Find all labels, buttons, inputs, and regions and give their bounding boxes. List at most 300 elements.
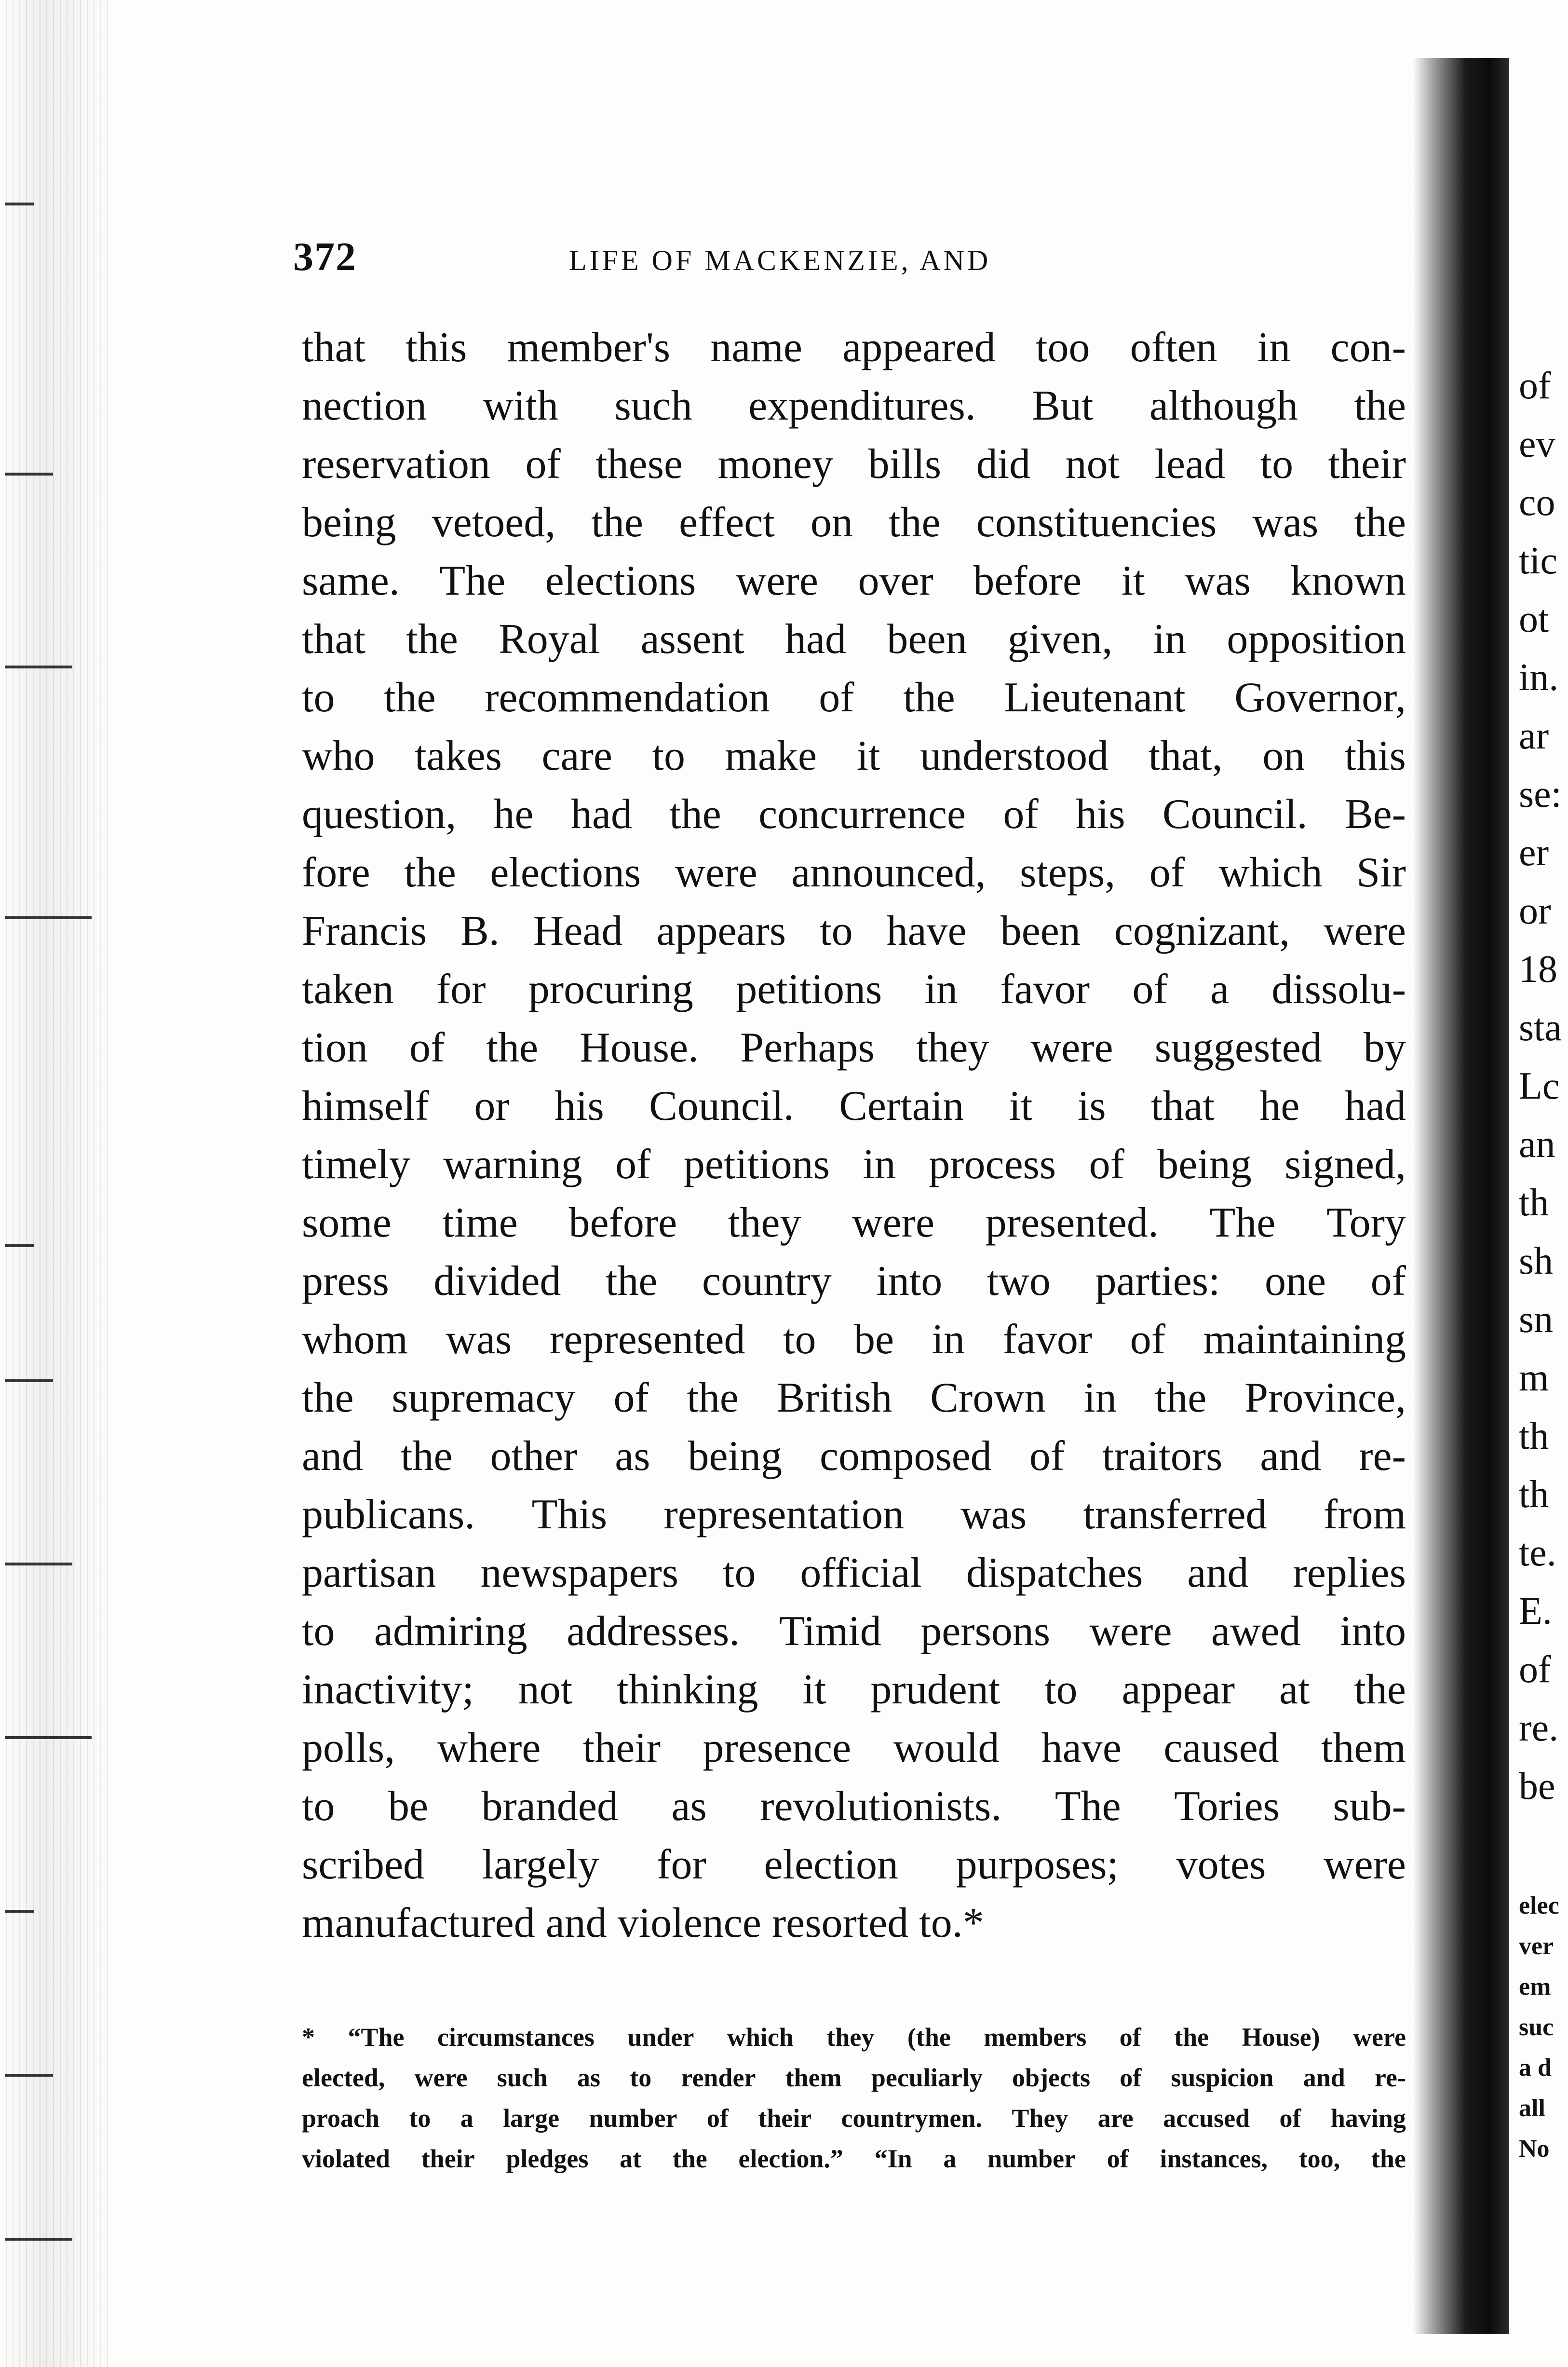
- word: British: [776, 1374, 892, 1421]
- word: were: [1353, 2023, 1406, 2052]
- word: same.: [302, 558, 400, 604]
- word: taken: [302, 966, 394, 1013]
- facing-page-line: be: [1519, 1765, 1555, 1808]
- word: violated: [302, 2144, 390, 2173]
- word: country: [702, 1258, 832, 1305]
- word: Francis: [302, 908, 427, 954]
- word: of: [613, 1374, 649, 1421]
- word: accused: [1163, 2104, 1250, 2133]
- body-line: [302, 1485, 1406, 1544]
- footnote-line: [302, 2138, 1406, 2179]
- facing-page-line: of: [1519, 1648, 1551, 1691]
- body-line: [302, 1369, 1406, 1427]
- word: partisan: [302, 1550, 436, 1596]
- body-line: [302, 1836, 1406, 1894]
- word: have: [886, 908, 967, 954]
- gutter-mark: [5, 2238, 72, 2241]
- word: suggested: [1154, 1024, 1322, 1071]
- footnote: [302, 2017, 1406, 2179]
- word: parties:: [1095, 1258, 1220, 1305]
- facing-page-footnote-line: No: [1519, 2135, 1550, 2163]
- word: addresses.: [567, 1608, 740, 1655]
- word: constituencies: [976, 499, 1217, 546]
- body-line: [302, 377, 1406, 435]
- word: the: [687, 1374, 739, 1421]
- word: such: [497, 2063, 548, 2092]
- gutter-mark: [5, 2074, 53, 2077]
- word: caused: [1163, 1725, 1279, 1771]
- word: of: [1119, 2023, 1141, 2052]
- word: for: [657, 1841, 706, 1888]
- word: their: [421, 2144, 475, 2173]
- word: time: [442, 1199, 518, 1246]
- word: But: [1032, 382, 1094, 429]
- facing-page-line: co: [1519, 481, 1555, 524]
- word: of: [615, 1141, 651, 1188]
- body-line: [302, 843, 1406, 902]
- word: newspapers: [480, 1550, 679, 1596]
- word: was: [1185, 558, 1251, 604]
- word: the: [903, 674, 955, 721]
- facing-page-line: ot: [1519, 598, 1549, 640]
- word: the: [1154, 1374, 1207, 1421]
- word: polls,: [302, 1725, 395, 1771]
- word: money: [717, 441, 834, 488]
- word: number: [589, 2104, 677, 2133]
- word: or: [474, 1083, 510, 1129]
- word: of: [1279, 2104, 1301, 2133]
- word: as: [577, 2063, 601, 2092]
- facing-page-line: an: [1519, 1123, 1555, 1166]
- gutter-mark: [5, 1244, 34, 1247]
- word: appear: [1122, 1666, 1235, 1713]
- word: of: [1130, 1316, 1166, 1363]
- body-line: [302, 727, 1406, 785]
- word: elections: [545, 558, 696, 604]
- word: the: [1174, 2023, 1209, 2052]
- word: of: [1120, 2063, 1142, 2092]
- body-line: [302, 1544, 1406, 1602]
- word: into: [1340, 1608, 1406, 1655]
- word: of: [1107, 2144, 1129, 2173]
- body-line: manufactured and violence resorted to.*: [302, 1900, 984, 1946]
- word: persons: [920, 1608, 1051, 1655]
- word: were: [414, 2063, 468, 2092]
- facing-page-line: in.: [1519, 656, 1559, 699]
- word: B.: [460, 908, 500, 954]
- word: as: [615, 1433, 650, 1480]
- word: votes: [1176, 1841, 1266, 1888]
- word: election: [764, 1841, 898, 1888]
- word: appeared: [842, 324, 996, 371]
- word: had: [785, 616, 847, 663]
- word: over: [858, 558, 933, 604]
- word: number: [987, 2144, 1076, 2173]
- word: the: [672, 2144, 707, 2173]
- word: bills: [868, 441, 942, 488]
- word: press: [302, 1258, 389, 1305]
- word: Tories: [1174, 1783, 1280, 1830]
- facing-page-footnote-line: all: [1519, 2095, 1545, 2122]
- word: recommendation: [485, 674, 770, 721]
- facing-page-line: th: [1519, 1473, 1549, 1516]
- facing-page-line: m: [1519, 1357, 1549, 1399]
- word: to: [820, 908, 853, 954]
- body-line: [302, 610, 1406, 668]
- body-line: [302, 668, 1406, 727]
- word: to: [302, 1608, 335, 1655]
- word: of: [819, 674, 854, 721]
- word: nection: [302, 382, 427, 429]
- word: petitions: [736, 966, 882, 1013]
- word: awed: [1211, 1608, 1301, 1655]
- word: suspicion: [1171, 2063, 1274, 2092]
- body-line: [302, 1252, 1406, 1310]
- word: composed: [819, 1433, 992, 1480]
- word: steps,: [1020, 849, 1116, 896]
- word: appears: [656, 908, 786, 954]
- word: were: [735, 558, 818, 604]
- word: House.: [580, 1024, 699, 1071]
- word: divided: [433, 1258, 561, 1305]
- word: countrymen.: [841, 2104, 983, 2133]
- word: to: [302, 674, 335, 721]
- word: one: [1265, 1258, 1326, 1305]
- footnote-line: [302, 2098, 1406, 2138]
- word: the: [591, 499, 643, 546]
- body-text: [302, 318, 1406, 1952]
- word: to: [1260, 441, 1294, 488]
- facing-page-footnote-line: elec: [1519, 1892, 1559, 1919]
- word: (the: [907, 2023, 951, 2052]
- body-line: [302, 1135, 1406, 1194]
- gutter-mark: [5, 1379, 53, 1382]
- word: and: [302, 1433, 364, 1480]
- word: who: [302, 733, 375, 779]
- word: election.”: [738, 2144, 843, 2173]
- word: of: [409, 1024, 445, 1071]
- word: of: [525, 441, 561, 488]
- word: Sir: [1356, 849, 1406, 896]
- word: care: [541, 733, 612, 779]
- word: to: [302, 1783, 335, 1830]
- word: to: [630, 2063, 652, 2092]
- word: as: [671, 1783, 707, 1830]
- word: and: [1187, 1550, 1249, 1596]
- facing-page-line: sta: [1519, 1007, 1562, 1049]
- word: their: [582, 1725, 661, 1771]
- word: The: [439, 558, 506, 604]
- word: Council.: [649, 1083, 794, 1129]
- word: often: [1130, 324, 1217, 371]
- word: objects: [1012, 2063, 1090, 2092]
- word: members: [984, 2023, 1087, 2052]
- body-line: [302, 1194, 1406, 1252]
- word: their: [1328, 441, 1406, 488]
- word: scribed: [302, 1841, 425, 1888]
- word: in: [1153, 616, 1187, 663]
- facing-page-fragment: [1519, 357, 1568, 1816]
- word: from: [1323, 1491, 1406, 1538]
- facing-page-footnote-line: a d: [1519, 2054, 1552, 2081]
- word: Timid: [779, 1608, 881, 1655]
- word: was: [960, 1491, 1027, 1538]
- word: at: [620, 2144, 642, 2173]
- word: traitors: [1102, 1433, 1223, 1480]
- word: whom: [302, 1316, 408, 1363]
- word: “In: [874, 2144, 912, 2173]
- word: circumstances: [437, 2023, 595, 2052]
- word: large: [503, 2104, 560, 2133]
- word: were: [675, 849, 757, 896]
- word: his: [1075, 791, 1125, 838]
- word: into: [876, 1258, 943, 1305]
- word: presented.: [985, 1199, 1159, 1246]
- word: the: [605, 1258, 658, 1305]
- body-line: [302, 435, 1406, 493]
- word: it: [802, 1666, 826, 1713]
- word: of: [706, 2104, 729, 2133]
- body-line: [302, 1660, 1406, 1719]
- word: announced,: [791, 849, 986, 896]
- word: tion: [302, 1024, 368, 1071]
- word: fore: [302, 849, 370, 896]
- word: official: [800, 1550, 922, 1596]
- facing-page-line: te.: [1519, 1532, 1556, 1574]
- word: the: [384, 674, 436, 721]
- word: was: [1252, 499, 1319, 546]
- facing-page-line: re.: [1519, 1707, 1559, 1749]
- word: that: [302, 324, 365, 371]
- word: the: [1354, 1666, 1406, 1713]
- body-line: [302, 552, 1406, 610]
- word: he: [1259, 1083, 1300, 1129]
- word: was: [446, 1316, 512, 1363]
- word: it: [1121, 558, 1145, 604]
- body-line: [302, 1777, 1406, 1836]
- word: that: [1151, 1083, 1215, 1129]
- facing-page-footnote-line: ver: [1519, 1932, 1554, 1960]
- word: petitions: [683, 1141, 830, 1188]
- word: Province,: [1244, 1374, 1406, 1421]
- word: takes: [415, 733, 502, 779]
- word: purposes;: [956, 1841, 1119, 1888]
- facing-page-line: Lc: [1519, 1065, 1560, 1107]
- word: these: [595, 441, 683, 488]
- gutter-mark: [5, 203, 34, 205]
- word: sub-: [1333, 1783, 1406, 1830]
- word: some: [302, 1199, 392, 1246]
- word: the: [302, 1374, 354, 1421]
- word: Lieutenant: [1004, 674, 1186, 721]
- word: to: [723, 1550, 756, 1596]
- word: the: [1354, 382, 1406, 429]
- running-head: LIFE OF MACKENZIE, AND: [569, 245, 991, 276]
- word: them: [1321, 1725, 1406, 1771]
- word: they: [826, 2023, 875, 2052]
- word: proach: [302, 2104, 380, 2133]
- word: The: [1209, 1199, 1276, 1246]
- word: been: [1000, 908, 1081, 954]
- word: Head: [533, 908, 623, 954]
- word: the: [889, 499, 941, 546]
- gutter-mark: [5, 666, 72, 668]
- word: signed,: [1284, 1141, 1406, 1188]
- word: them: [785, 2063, 842, 2092]
- word: on: [810, 499, 853, 546]
- word: under: [627, 2023, 694, 2052]
- facing-page-line: E.: [1519, 1590, 1552, 1632]
- word: pledges: [506, 2144, 589, 2173]
- word: Tory: [1326, 1199, 1406, 1246]
- page-number: 372: [293, 234, 357, 279]
- footnote-line: [302, 2017, 1406, 2057]
- word: his: [554, 1083, 604, 1129]
- word: and: [1303, 2063, 1345, 2092]
- word: branded: [481, 1783, 618, 1830]
- word: process: [929, 1141, 1056, 1188]
- word: the: [1354, 499, 1406, 546]
- body-line: [302, 785, 1406, 843]
- word: cognizant,: [1114, 908, 1290, 954]
- word: favor: [1002, 1316, 1093, 1363]
- gutter-mark: [5, 1563, 72, 1565]
- facing-page-line: or: [1519, 890, 1551, 932]
- word: been: [887, 616, 967, 663]
- word: Council.: [1162, 791, 1308, 838]
- body-line: [302, 1310, 1406, 1369]
- word: were: [1030, 1024, 1113, 1071]
- word: re-: [1375, 2063, 1406, 2092]
- body-line: [302, 318, 1406, 377]
- word: although: [1149, 382, 1298, 429]
- word: of: [1029, 1433, 1065, 1480]
- word: concurrence: [758, 791, 966, 838]
- facing-page-footnote-fragment: [1519, 1886, 1568, 2169]
- word: This: [531, 1491, 608, 1538]
- word: too,: [1298, 2144, 1340, 2173]
- word: The: [1054, 1783, 1121, 1830]
- word: maintaining: [1203, 1316, 1406, 1363]
- word: the: [669, 791, 721, 838]
- body-line: [302, 1427, 1406, 1485]
- word: representation: [663, 1491, 904, 1538]
- word: before: [568, 1199, 677, 1246]
- facing-page-line: tic: [1519, 540, 1557, 582]
- facing-page-line: sn: [1519, 1298, 1554, 1341]
- word: they: [728, 1199, 801, 1246]
- word: of: [1149, 849, 1185, 896]
- word: replies: [1293, 1550, 1406, 1596]
- word: this: [406, 324, 467, 371]
- word: a: [460, 2104, 473, 2133]
- word: their: [758, 2104, 812, 2133]
- word: he: [493, 791, 534, 838]
- word: revolutionists.: [760, 1783, 1002, 1830]
- word: that: [302, 616, 365, 663]
- word: *: [302, 2023, 315, 2052]
- word: which: [727, 2023, 794, 2052]
- word: two: [987, 1258, 1051, 1305]
- body-line: [302, 1602, 1406, 1660]
- word: in: [863, 1141, 896, 1188]
- word: question,: [302, 791, 457, 838]
- word: being: [688, 1433, 783, 1480]
- word: it: [1009, 1083, 1033, 1129]
- word: by: [1363, 1024, 1406, 1071]
- word: did: [976, 441, 1031, 488]
- word: assent: [640, 616, 744, 663]
- word: presence: [703, 1725, 852, 1771]
- facing-page-line: of: [1519, 365, 1551, 407]
- word: expenditures.: [748, 382, 976, 429]
- word: warning: [443, 1141, 582, 1188]
- word: admiring: [374, 1608, 527, 1655]
- word: to: [783, 1316, 816, 1363]
- word: in: [1257, 324, 1291, 371]
- word: favor: [1000, 966, 1090, 1013]
- word: be: [388, 1783, 429, 1830]
- word: were: [1323, 908, 1406, 954]
- word: of: [1132, 966, 1168, 1013]
- facing-page-line: er: [1519, 831, 1549, 874]
- word: such: [614, 382, 692, 429]
- word: the: [404, 849, 456, 896]
- word: a: [943, 2144, 957, 2173]
- word: and: [1260, 1433, 1322, 1480]
- word: on: [1262, 733, 1305, 779]
- word: had: [1344, 1083, 1406, 1129]
- word: is: [1077, 1083, 1106, 1129]
- body-line: [302, 902, 1406, 960]
- facing-page-line: th: [1519, 1415, 1549, 1457]
- body-line: [302, 493, 1406, 552]
- word: Royal: [499, 616, 600, 663]
- word: publicans.: [302, 1491, 475, 1538]
- word: the: [401, 1433, 453, 1480]
- facing-page-line: se:: [1519, 773, 1562, 816]
- word: inactivity;: [302, 1666, 474, 1713]
- gutter-mark: [5, 473, 53, 476]
- word: Perhaps: [740, 1024, 875, 1071]
- word: They: [1012, 2104, 1068, 2133]
- word: to: [409, 2104, 431, 2133]
- word: represented: [549, 1316, 745, 1363]
- word: of: [1089, 1141, 1124, 1188]
- word: being: [1157, 1141, 1252, 1188]
- word: being: [302, 499, 396, 546]
- word: be: [853, 1316, 894, 1363]
- word: dispatches: [966, 1550, 1143, 1596]
- word: “The: [348, 2023, 405, 2052]
- word: lead: [1154, 441, 1226, 488]
- word: with: [483, 382, 558, 429]
- word: thinking: [617, 1666, 758, 1713]
- word: Be-: [1344, 791, 1406, 838]
- word: largely: [482, 1841, 599, 1888]
- word: before: [973, 558, 1082, 604]
- word: known: [1290, 558, 1406, 604]
- gutter-mark: [5, 1910, 34, 1913]
- page-fold-shadow: [1413, 58, 1509, 2334]
- word: the: [1371, 2144, 1406, 2173]
- body-line: [302, 1719, 1406, 1777]
- word: elections: [490, 849, 641, 896]
- word: timely: [302, 1141, 410, 1188]
- word: given,: [1007, 616, 1113, 663]
- word: at: [1279, 1666, 1310, 1713]
- facing-page-line: ar: [1519, 715, 1549, 757]
